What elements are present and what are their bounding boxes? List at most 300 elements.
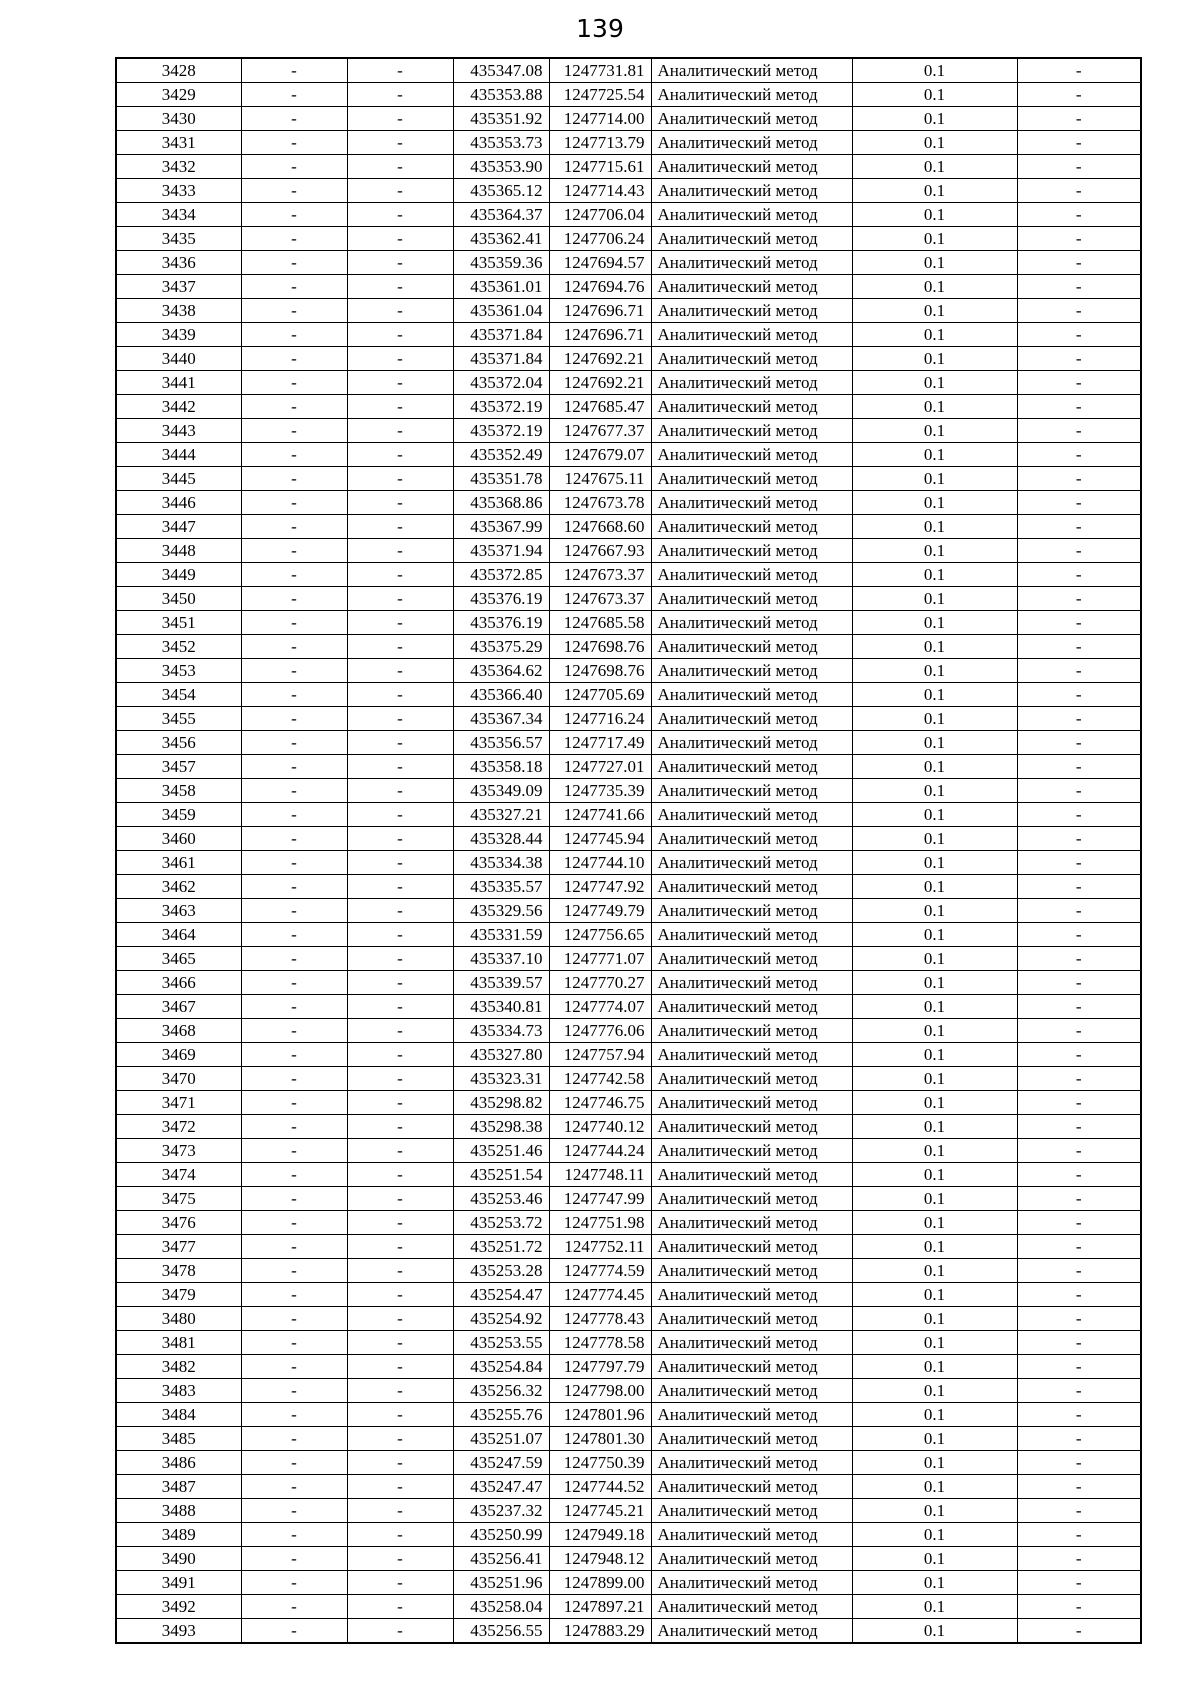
point-number-cell: 3442	[116, 395, 241, 419]
empty-cell: -	[1017, 875, 1141, 899]
empty-cell: -	[347, 131, 453, 155]
empty-cell: -	[1017, 1499, 1141, 1523]
empty-cell: -	[347, 1235, 453, 1259]
x-coordinate-cell: 435352.49	[453, 443, 549, 467]
point-number-cell: 3438	[116, 299, 241, 323]
x-coordinate-cell: 435298.38	[453, 1115, 549, 1139]
table-row	[116, 1283, 1141, 1307]
empty-cell: -	[1017, 899, 1141, 923]
empty-cell: -	[241, 1523, 347, 1547]
point-number-cell: 3460	[116, 827, 241, 851]
empty-cell: -	[347, 1499, 453, 1523]
empty-cell: -	[1017, 515, 1141, 539]
table-body	[116, 58, 1141, 1643]
y-coordinate-cell: 1247744.52	[549, 1475, 651, 1499]
page-number: 139	[576, 14, 624, 43]
empty-cell: -	[1017, 971, 1141, 995]
empty-cell: -	[347, 1331, 453, 1355]
point-number-cell: 3480	[116, 1307, 241, 1331]
method-cell: Аналитический метод	[651, 1139, 852, 1163]
empty-cell: -	[241, 58, 347, 83]
empty-cell: -	[1017, 107, 1141, 131]
table-row	[116, 299, 1141, 323]
method-cell: Аналитический метод	[651, 1283, 852, 1307]
empty-cell: -	[241, 1475, 347, 1499]
x-coordinate-cell: 435339.57	[453, 971, 549, 995]
y-coordinate-cell: 1247741.66	[549, 803, 651, 827]
x-coordinate-cell: 435376.19	[453, 587, 549, 611]
table-row	[116, 971, 1141, 995]
x-coordinate-cell: 435250.99	[453, 1523, 549, 1547]
x-coordinate-cell: 435337.10	[453, 947, 549, 971]
empty-cell: -	[1017, 443, 1141, 467]
accuracy-cell: 0.1	[852, 779, 1017, 803]
x-coordinate-cell: 435251.54	[453, 1163, 549, 1187]
empty-cell: -	[347, 611, 453, 635]
method-cell: Аналитический метод	[651, 515, 852, 539]
empty-cell: -	[347, 491, 453, 515]
y-coordinate-cell: 1247747.99	[549, 1187, 651, 1211]
empty-cell: -	[1017, 659, 1141, 683]
y-coordinate-cell: 1247745.94	[549, 827, 651, 851]
point-number-cell: 3488	[116, 1499, 241, 1523]
table-row	[116, 731, 1141, 755]
empty-cell: -	[241, 995, 347, 1019]
empty-cell: -	[347, 635, 453, 659]
x-coordinate-cell: 435367.99	[453, 515, 549, 539]
x-coordinate-cell: 435372.19	[453, 419, 549, 443]
method-cell: Аналитический метод	[651, 683, 852, 707]
y-coordinate-cell: 1247731.81	[549, 58, 651, 83]
method-cell: Аналитический метод	[651, 971, 852, 995]
y-coordinate-cell: 1247750.39	[549, 1451, 651, 1475]
method-cell: Аналитический метод	[651, 155, 852, 179]
x-coordinate-cell: 435367.34	[453, 707, 549, 731]
x-coordinate-cell: 435256.32	[453, 1379, 549, 1403]
empty-cell: -	[241, 1235, 347, 1259]
point-number-cell: 3431	[116, 131, 241, 155]
table-row	[116, 899, 1141, 923]
table-row	[116, 611, 1141, 635]
method-cell: Аналитический метод	[651, 467, 852, 491]
table-row	[116, 1571, 1141, 1595]
y-coordinate-cell: 1247698.76	[549, 659, 651, 683]
point-number-cell: 3472	[116, 1115, 241, 1139]
x-coordinate-cell: 435323.31	[453, 1067, 549, 1091]
accuracy-cell: 0.1	[852, 1499, 1017, 1523]
point-number-cell: 3452	[116, 635, 241, 659]
accuracy-cell: 0.1	[852, 467, 1017, 491]
empty-cell: -	[1017, 83, 1141, 107]
accuracy-cell: 0.1	[852, 683, 1017, 707]
table-row	[116, 1427, 1141, 1451]
point-number-cell: 3448	[116, 539, 241, 563]
y-coordinate-cell: 1247685.58	[549, 611, 651, 635]
empty-cell: -	[1017, 827, 1141, 851]
point-number-cell: 3441	[116, 371, 241, 395]
empty-cell: -	[241, 899, 347, 923]
empty-cell: -	[1017, 1427, 1141, 1451]
empty-cell: -	[241, 779, 347, 803]
empty-cell: -	[1017, 1283, 1141, 1307]
empty-cell: -	[347, 803, 453, 827]
empty-cell: -	[347, 1427, 453, 1451]
x-coordinate-cell: 435251.46	[453, 1139, 549, 1163]
table-row	[116, 1139, 1141, 1163]
empty-cell: -	[1017, 923, 1141, 947]
empty-cell: -	[1017, 58, 1141, 83]
x-coordinate-cell: 435375.29	[453, 635, 549, 659]
empty-cell: -	[241, 947, 347, 971]
method-cell: Аналитический метод	[651, 731, 852, 755]
empty-cell: -	[347, 1067, 453, 1091]
empty-cell: -	[347, 947, 453, 971]
empty-cell: -	[347, 1259, 453, 1283]
point-number-cell: 3445	[116, 467, 241, 491]
empty-cell: -	[1017, 1211, 1141, 1235]
x-coordinate-cell: 435253.55	[453, 1331, 549, 1355]
table-row	[116, 803, 1141, 827]
y-coordinate-cell: 1247692.21	[549, 347, 651, 371]
method-cell: Аналитический метод	[651, 323, 852, 347]
x-coordinate-cell: 435376.19	[453, 611, 549, 635]
table-row	[116, 995, 1141, 1019]
empty-cell: -	[241, 1427, 347, 1451]
x-coordinate-cell: 435253.72	[453, 1211, 549, 1235]
empty-cell: -	[241, 707, 347, 731]
empty-cell: -	[347, 347, 453, 371]
method-cell: Аналитический метод	[651, 563, 852, 587]
empty-cell: -	[241, 491, 347, 515]
accuracy-cell: 0.1	[852, 1403, 1017, 1427]
empty-cell: -	[241, 1019, 347, 1043]
accuracy-cell: 0.1	[852, 1547, 1017, 1571]
accuracy-cell: 0.1	[852, 1427, 1017, 1451]
method-cell: Аналитический метод	[651, 203, 852, 227]
accuracy-cell: 0.1	[852, 659, 1017, 683]
empty-cell: -	[347, 1379, 453, 1403]
point-number-cell: 3457	[116, 755, 241, 779]
accuracy-cell: 0.1	[852, 395, 1017, 419]
accuracy-cell: 0.1	[852, 131, 1017, 155]
empty-cell: -	[347, 467, 453, 491]
accuracy-cell: 0.1	[852, 251, 1017, 275]
table-row	[116, 1499, 1141, 1523]
empty-cell: -	[1017, 227, 1141, 251]
point-number-cell: 3482	[116, 1355, 241, 1379]
table-row	[116, 875, 1141, 899]
empty-cell: -	[1017, 539, 1141, 563]
x-coordinate-cell: 435327.80	[453, 1043, 549, 1067]
y-coordinate-cell: 1247798.00	[549, 1379, 651, 1403]
empty-cell: -	[241, 227, 347, 251]
point-number-cell: 3477	[116, 1235, 241, 1259]
empty-cell: -	[241, 1403, 347, 1427]
table-row	[116, 1163, 1141, 1187]
method-cell: Аналитический метод	[651, 1307, 852, 1331]
method-cell: Аналитический метод	[651, 1595, 852, 1619]
point-number-cell: 3475	[116, 1187, 241, 1211]
table-row	[116, 1307, 1141, 1331]
point-number-cell: 3447	[116, 515, 241, 539]
y-coordinate-cell: 1247675.11	[549, 467, 651, 491]
empty-cell: -	[347, 923, 453, 947]
method-cell: Аналитический метод	[651, 1547, 852, 1571]
empty-cell: -	[347, 1283, 453, 1307]
empty-cell: -	[1017, 995, 1141, 1019]
point-number-cell: 3471	[116, 1091, 241, 1115]
table-row	[116, 947, 1141, 971]
empty-cell: -	[347, 1139, 453, 1163]
empty-cell: -	[347, 107, 453, 131]
method-cell: Аналитический метод	[651, 83, 852, 107]
point-number-cell: 3478	[116, 1259, 241, 1283]
table-row	[116, 1043, 1141, 1067]
method-cell: Аналитический метод	[651, 779, 852, 803]
table-row	[116, 1451, 1141, 1475]
empty-cell: -	[347, 1307, 453, 1331]
empty-cell: -	[347, 323, 453, 347]
method-cell: Аналитический метод	[651, 1187, 852, 1211]
point-number-cell: 3444	[116, 443, 241, 467]
method-cell: Аналитический метод	[651, 803, 852, 827]
table-row	[116, 1355, 1141, 1379]
accuracy-cell: 0.1	[852, 1019, 1017, 1043]
empty-cell: -	[347, 731, 453, 755]
table-row	[116, 347, 1141, 371]
x-coordinate-cell: 435237.32	[453, 1499, 549, 1523]
table-row	[116, 419, 1141, 443]
table-row	[116, 1403, 1141, 1427]
accuracy-cell: 0.1	[852, 1571, 1017, 1595]
method-cell: Аналитический метод	[651, 635, 852, 659]
y-coordinate-cell: 1247801.30	[549, 1427, 651, 1451]
empty-cell: -	[1017, 1259, 1141, 1283]
table-row	[116, 1067, 1141, 1091]
empty-cell: -	[1017, 179, 1141, 203]
y-coordinate-cell: 1247714.43	[549, 179, 651, 203]
method-cell: Аналитический метод	[651, 995, 852, 1019]
table-row	[116, 1547, 1141, 1571]
method-cell: Аналитический метод	[651, 1619, 852, 1644]
empty-cell: -	[347, 83, 453, 107]
y-coordinate-cell: 1247673.37	[549, 587, 651, 611]
method-cell: Аналитический метод	[651, 347, 852, 371]
x-coordinate-cell: 435327.21	[453, 803, 549, 827]
empty-cell: -	[1017, 1043, 1141, 1067]
y-coordinate-cell: 1247744.24	[549, 1139, 651, 1163]
accuracy-cell: 0.1	[852, 323, 1017, 347]
x-coordinate-cell: 435362.41	[453, 227, 549, 251]
accuracy-cell: 0.1	[852, 1307, 1017, 1331]
x-coordinate-cell: 435349.09	[453, 779, 549, 803]
point-number-cell: 3481	[116, 1331, 241, 1355]
empty-cell: -	[241, 131, 347, 155]
point-number-cell: 3459	[116, 803, 241, 827]
y-coordinate-cell: 1247696.71	[549, 323, 651, 347]
empty-cell: -	[1017, 563, 1141, 587]
point-number-cell: 3451	[116, 611, 241, 635]
empty-cell: -	[1017, 1307, 1141, 1331]
accuracy-cell: 0.1	[852, 419, 1017, 443]
table-row	[116, 131, 1141, 155]
accuracy-cell: 0.1	[852, 923, 1017, 947]
point-number-cell: 3469	[116, 1043, 241, 1067]
x-coordinate-cell: 435254.92	[453, 1307, 549, 1331]
empty-cell: -	[1017, 1379, 1141, 1403]
table-row	[116, 371, 1141, 395]
empty-cell: -	[241, 1283, 347, 1307]
x-coordinate-cell: 435340.81	[453, 995, 549, 1019]
empty-cell: -	[241, 923, 347, 947]
accuracy-cell: 0.1	[852, 1211, 1017, 1235]
empty-cell: -	[241, 275, 347, 299]
empty-cell: -	[1017, 1115, 1141, 1139]
empty-cell: -	[241, 1571, 347, 1595]
x-coordinate-cell: 435331.59	[453, 923, 549, 947]
y-coordinate-cell: 1247801.96	[549, 1403, 651, 1427]
table-row	[116, 443, 1141, 467]
empty-cell: -	[1017, 1163, 1141, 1187]
empty-cell: -	[1017, 1571, 1141, 1595]
x-coordinate-cell: 435371.84	[453, 347, 549, 371]
empty-cell: -	[241, 851, 347, 875]
y-coordinate-cell: 1247694.57	[549, 251, 651, 275]
empty-cell: -	[347, 58, 453, 83]
empty-cell: -	[347, 899, 453, 923]
method-cell: Аналитический метод	[651, 1451, 852, 1475]
table-row	[116, 1523, 1141, 1547]
empty-cell: -	[241, 419, 347, 443]
empty-cell: -	[1017, 947, 1141, 971]
empty-cell: -	[1017, 1067, 1141, 1091]
empty-cell: -	[241, 251, 347, 275]
method-cell: Аналитический метод	[651, 107, 852, 131]
method-cell: Аналитический метод	[651, 1115, 852, 1139]
accuracy-cell: 0.1	[852, 1451, 1017, 1475]
x-coordinate-cell: 435361.04	[453, 299, 549, 323]
empty-cell: -	[241, 1547, 347, 1571]
empty-cell: -	[241, 1451, 347, 1475]
method-cell: Аналитический метод	[651, 275, 852, 299]
empty-cell: -	[1017, 1235, 1141, 1259]
empty-cell: -	[347, 539, 453, 563]
point-number-cell: 3489	[116, 1523, 241, 1547]
x-coordinate-cell: 435328.44	[453, 827, 549, 851]
method-cell: Аналитический метод	[651, 1067, 852, 1091]
table-row	[116, 1019, 1141, 1043]
method-cell: Аналитический метод	[651, 1331, 852, 1355]
empty-cell: -	[241, 107, 347, 131]
empty-cell: -	[347, 875, 453, 899]
x-coordinate-cell: 435254.47	[453, 1283, 549, 1307]
table-row	[116, 1331, 1141, 1355]
empty-cell: -	[1017, 371, 1141, 395]
method-cell: Аналитический метод	[651, 851, 852, 875]
empty-cell: -	[347, 1163, 453, 1187]
accuracy-cell: 0.1	[852, 755, 1017, 779]
point-number-cell: 3463	[116, 899, 241, 923]
method-cell: Аналитический метод	[651, 1019, 852, 1043]
empty-cell: -	[347, 683, 453, 707]
method-cell: Аналитический метод	[651, 659, 852, 683]
table-row	[116, 203, 1141, 227]
point-number-cell: 3453	[116, 659, 241, 683]
method-cell: Аналитический метод	[651, 419, 852, 443]
accuracy-cell: 0.1	[852, 971, 1017, 995]
accuracy-cell: 0.1	[852, 371, 1017, 395]
point-number-cell: 3466	[116, 971, 241, 995]
x-coordinate-cell: 435372.19	[453, 395, 549, 419]
empty-cell: -	[347, 1547, 453, 1571]
accuracy-cell: 0.1	[852, 1595, 1017, 1619]
accuracy-cell: 0.1	[852, 1523, 1017, 1547]
empty-cell: -	[241, 1355, 347, 1379]
empty-cell: -	[1017, 755, 1141, 779]
x-coordinate-cell: 435251.72	[453, 1235, 549, 1259]
empty-cell: -	[241, 1619, 347, 1644]
accuracy-cell: 0.1	[852, 1043, 1017, 1067]
empty-cell: -	[1017, 395, 1141, 419]
table-row	[116, 323, 1141, 347]
empty-cell: -	[347, 707, 453, 731]
y-coordinate-cell: 1247706.04	[549, 203, 651, 227]
accuracy-cell: 0.1	[852, 58, 1017, 83]
y-coordinate-cell: 1247714.00	[549, 107, 651, 131]
point-number-cell: 3483	[116, 1379, 241, 1403]
empty-cell: -	[241, 323, 347, 347]
x-coordinate-cell: 435358.18	[453, 755, 549, 779]
accuracy-cell: 0.1	[852, 899, 1017, 923]
x-coordinate-cell: 435368.86	[453, 491, 549, 515]
method-cell: Аналитический метод	[651, 443, 852, 467]
table-row	[116, 58, 1141, 83]
empty-cell: -	[1017, 1187, 1141, 1211]
accuracy-cell: 0.1	[852, 347, 1017, 371]
accuracy-cell: 0.1	[852, 827, 1017, 851]
point-number-cell: 3439	[116, 323, 241, 347]
empty-cell: -	[347, 395, 453, 419]
accuracy-cell: 0.1	[852, 1355, 1017, 1379]
x-coordinate-cell: 435334.73	[453, 1019, 549, 1043]
empty-cell: -	[347, 1571, 453, 1595]
empty-cell: -	[241, 1259, 347, 1283]
x-coordinate-cell: 435356.57	[453, 731, 549, 755]
point-number-cell: 3429	[116, 83, 241, 107]
coordinates-table	[115, 57, 1142, 1644]
empty-cell: -	[241, 1115, 347, 1139]
accuracy-cell: 0.1	[852, 515, 1017, 539]
empty-cell: -	[1017, 1619, 1141, 1644]
empty-cell: -	[347, 1523, 453, 1547]
empty-cell: -	[347, 1211, 453, 1235]
empty-cell: -	[347, 1355, 453, 1379]
table-row	[116, 107, 1141, 131]
empty-cell: -	[347, 1619, 453, 1644]
accuracy-cell: 0.1	[852, 491, 1017, 515]
accuracy-cell: 0.1	[852, 539, 1017, 563]
method-cell: Аналитический метод	[651, 371, 852, 395]
empty-cell: -	[1017, 275, 1141, 299]
empty-cell: -	[1017, 491, 1141, 515]
point-number-cell: 3458	[116, 779, 241, 803]
table-row	[116, 755, 1141, 779]
accuracy-cell: 0.1	[852, 155, 1017, 179]
empty-cell: -	[1017, 1475, 1141, 1499]
empty-cell: -	[1017, 611, 1141, 635]
empty-cell: -	[241, 467, 347, 491]
method-cell: Аналитический метод	[651, 1523, 852, 1547]
